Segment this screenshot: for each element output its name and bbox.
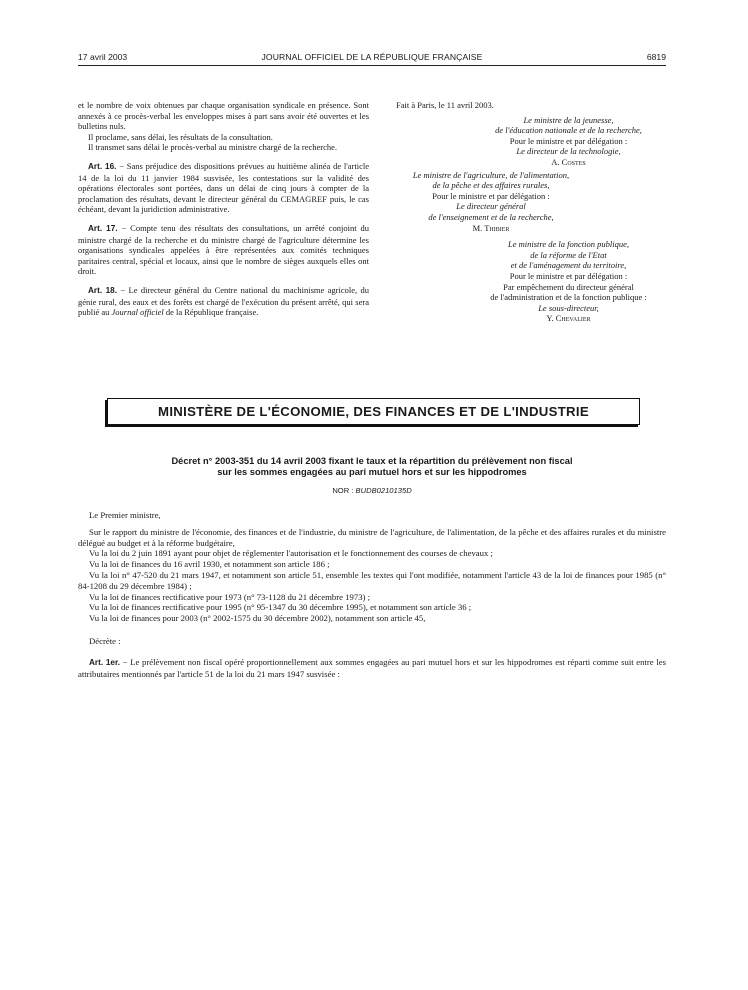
signature-line: de l'administration et de la fonction publique :: [490, 292, 647, 303]
article-text-end: de la République française.: [163, 307, 259, 318]
signature-line: Le directeur général: [456, 201, 526, 212]
paragraph: Il transmet sans délai le procès-verbal au ministre chargé de la recherche.: [88, 142, 338, 153]
signatory-name: Y. Chevalier: [546, 313, 591, 324]
signature-line: de la réforme de l'Etat: [530, 249, 607, 260]
left-column: [78, 100, 369, 318]
article-1: [78, 657, 666, 680]
ministry-heading: MINISTÈRE DE L'ÉCONOMIE, DES FINANCES ET DE L'INDUSTRIE: [107, 398, 640, 425]
article-16: [78, 161, 369, 215]
signature-line: Par empêchement du directeur général: [503, 281, 634, 292]
signature-line: de l'enseignement et de la recherche,: [428, 211, 554, 222]
signature-line: Le sous-directeur,: [538, 302, 599, 313]
signature-line: Le ministre de la jeunesse,: [523, 114, 614, 125]
signature-line: Le ministre de la fonction publique,: [507, 239, 630, 250]
visa-line: Vu la loi n° 47-520 du 21 mars 1947, et notamment son article 51, ensemble les textes qui l'ont modifiée, notamment l'article 43 de la loi de finances pour 1985 (n° 84-1208 du 29 décembre 1984) ;: [78, 569, 666, 591]
signature-line: Pour le ministre et par délégation :: [509, 270, 628, 281]
signature-block-education: [386, 115, 665, 168]
article-label: Art. 17.: [88, 223, 118, 233]
paragraph: Sur le rapport du ministre de l'économie, des finances et de l'industrie, du ministre de l'agriculture, de l'alimentation, de la pêche et des affaires rurales et du ministre délégué au budget et à la réforme budgétaire,: [78, 526, 666, 548]
signature-line: de l'éducation nationale et de la recherche,: [495, 125, 642, 136]
paragraph: et le nombre de voix obtenues par chaque organisation syndicale en présence. Sont annexés à ce procès-verbal les enveloppes mises à part sans avoir été ouvertes et les bulletins nuls.: [78, 100, 369, 132]
header-title: JOURNAL OFFICIEL DE LA RÉPUBLIQUE FRANÇAISE: [261, 52, 483, 62]
decree-title-line: Décret n° 2003-351 du 14 avril 2003 fixant le taux et la répartition du prélèvement non fiscal: [171, 456, 573, 466]
decrete-line: Décrète :: [89, 635, 121, 646]
visa-line: Vu la loi de finances du 16 avril 1930, et notamment son article 186 ;: [89, 559, 330, 570]
article-18: [78, 285, 369, 318]
journal-name: Journal officiel: [111, 307, 164, 318]
article-label: Art. 18.: [88, 285, 117, 295]
article-17: [78, 223, 369, 277]
visa-line: Vu la loi de finances pour 2003 (n° 2002-1575 du 30 décembre 2002), notamment son article 45,: [89, 613, 426, 624]
paragraph: Il proclame, sans délai, les résultats de la consultation.: [88, 131, 273, 142]
nor-code: BUDB0210135D: [355, 486, 412, 495]
nor-label: NOR :: [332, 486, 356, 495]
right-column: [386, 100, 665, 324]
signatory-name: A. Costes: [551, 156, 586, 167]
signature-line: Le directeur de la technologie,: [516, 146, 621, 157]
signature-line: Pour le ministre et par délégation :: [432, 190, 550, 201]
visa-line: Vu la loi de finances rectificative pour 1973 (n° 73-1128 du 21 décembre 1973) ;: [89, 591, 371, 602]
decree-body: [78, 510, 666, 679]
decree-title: [78, 456, 666, 478]
signature-line: et de l'aménagement du territoire,: [510, 260, 627, 271]
header-date: 17 avril 2003: [78, 52, 128, 62]
visa-line: Vu la loi de finances rectificative pour 1995 (n° 95-1347 du 30 décembre 1995), et notamment son article 36 ;: [89, 602, 472, 613]
visa-line: Vu la loi du 2 juin 1891 ayant pour objet de réglementer l'autorisation et le fonctionnement des courses de chevaux ;: [89, 548, 493, 559]
done-at-line: Fait à Paris, le 11 avril 2003.: [396, 100, 494, 110]
article-text: − Sans préjudice des dispositions prévues au huitième alinéa de l'article 14 de la loi du 11 janvier 1984 susvisée, les contestations sur la validité des opérations électorales sont portées, dans un délai de cinq jours à compter de la proclamation des résultats, devant le directeur général du CEMAGREF puis, le cas échéant, devant la juridiction administrative.: [78, 160, 370, 215]
signature-block-agriculture: [386, 170, 596, 234]
signature-line: de la pêche et des affaires rurales,: [432, 180, 550, 191]
article-text: − Compte tenu des résultats des consultations, un arrêté conjoint du ministre chargé de la recherche et du ministre chargé de l'agriculture détermine les organisations syndicales appelées à être représentées aux comités techniques paritaires central, spécial et locaux, ainsi que le nombre de sièges auxquels elles ont droit.: [78, 222, 369, 277]
decree-title-line: sur les sommes engagées au pari mutuel hors et sur les hippodromes: [217, 467, 527, 477]
signature-line: Le ministre de l'agriculture, de l'alimentation,: [412, 169, 570, 180]
article-text: − Le directeur général du Centre national du machinisme agricole, du génie rural, des eaux et des forêts est chargé de l'exécution du présent arrêté, qui sera publié au: [78, 284, 370, 318]
header-rule: [78, 65, 666, 66]
paragraph: Le Premier ministre,: [89, 510, 161, 520]
signature-block-civil-service: [386, 239, 665, 324]
nor-reference: [78, 486, 666, 495]
page-number: 6819: [646, 52, 666, 62]
article-text: − Le prélèvement non fiscal opéré proportionnellement aux sommes engagées au pari mutuel hors et sur les hippodromes est réparti comme suit entre les attributaires mentionnés par l'article 51 de la loi du 21 mars 1947 susvisée :: [78, 656, 666, 679]
signatory-name: M. Thibier: [472, 222, 510, 233]
article-label: Art. 16.: [88, 161, 117, 171]
signature-line: Pour le ministre et par délégation :: [509, 135, 628, 146]
article-label: Art. 1er.: [89, 657, 120, 667]
